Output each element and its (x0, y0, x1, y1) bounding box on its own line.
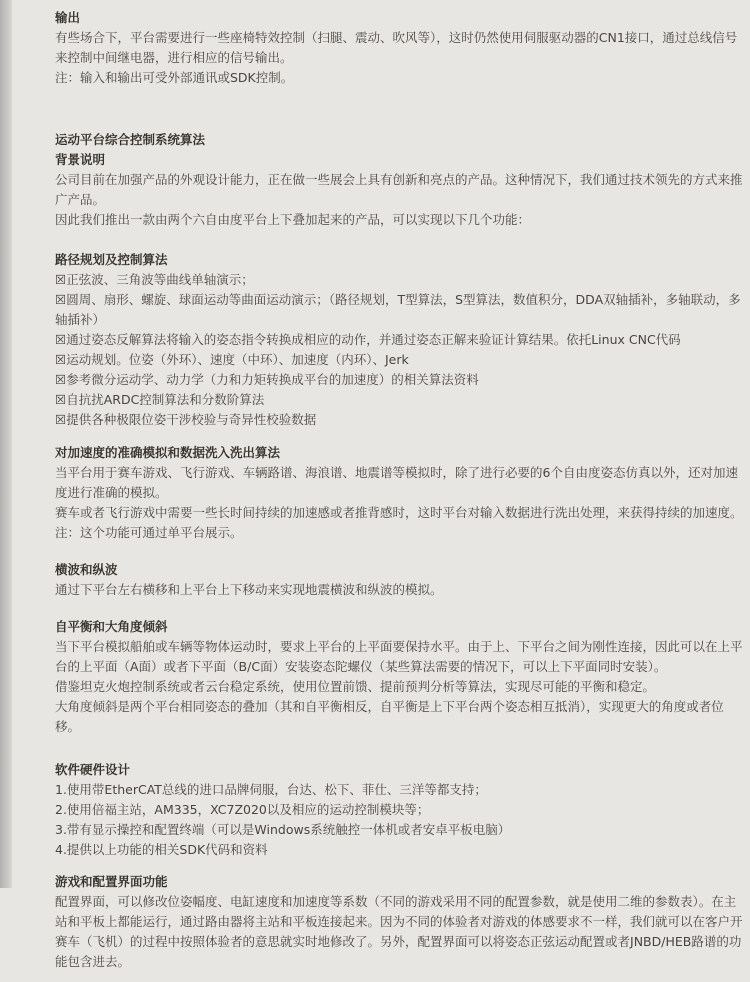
paragraph: 大角度倾斜是两个平台相同姿态的叠加（其和自平衡相反，自平衡是上下平台两个姿态相互抵消），实现更大的角度或者位移。 (55, 699, 724, 734)
bullet-item (55, 290, 745, 330)
paragraph: 配置界面，可以修改位姿幅度、电缸速度和加速度等系数（不同的游戏采用不同的配置参数，就是使用二维的参数表）。在主站和平板上都能运行，通过路由器将主站和平板连接起来。因为不同的体验者对游戏的体感要求不一样，我们就可以在客户开赛车（飞机）的过程中按照体验者的意思就实时地修改了。另外，配置界面可以将姿态正弦运动配置或者JNBD/HEB路谱的功能包含进去。 (55, 894, 743, 969)
bullet-item (55, 350, 745, 370)
section-heading: 输出 (55, 10, 81, 25)
ballot-box-x-icon: ☒ (55, 292, 67, 307)
section-self-balance-large-tilt (55, 617, 745, 737)
section-game-config-ui (55, 872, 745, 972)
bullet-text: 圆周、扇形、螺旋、球面运动等曲面运动演示；（路径规划，T型算法，S型算法，数值积分，DDA双轴插补，多轴联动，多轴插补） (55, 292, 741, 327)
numbered-item: 1.使用带EtherCAT总线的进口品牌伺服，台达、松下、菲仕、三洋等都支持； (55, 782, 487, 797)
bullet-text: 参考微分运动学、动力学（力和力矩转换成平台的加速度）的相关算法资料 (66, 372, 479, 387)
paragraph: 当平台用于赛车游戏、飞行游戏、车辆路谱、海浪谱、地震谱等模拟时，除了进行必要的6个自由度姿态仿真以外，还对加速度进行准确的模拟。 (55, 465, 738, 500)
section-software-hardware-design (55, 760, 745, 860)
section-motion-platform-system-algorithm (55, 130, 745, 230)
bullet-text: 通过姿态反解算法将输入的姿态指令转换成相应的动作，并通过姿态正解来验证计算结果。依托Linux CNC代码 (66, 332, 681, 347)
bullet-text: 提供各种极限位姿干涉校验与奇异性校验数据 (66, 412, 317, 427)
ballot-box-x-icon: ☒ (55, 352, 67, 367)
ballot-box-x-icon: ☒ (55, 412, 67, 427)
bullet-item (55, 270, 745, 290)
numbered-item: 4.提供以上功能的相关SDK代码和资料 (55, 842, 268, 857)
paragraph: 借鉴坦克火炮控制系统或者云台稳定系统，使用位置前馈、提前预判分析等算法，实现尽可能的平衡和稳定。 (55, 679, 656, 694)
section-heading: 横波和纵波 (55, 562, 118, 577)
paragraph: 赛车或者飞行游戏中需要一些长时间持续的加速感或者推背感时，这时平台对输入数据进行洗出处理，来获得持续的加速度。 (55, 505, 743, 520)
bullet-item (55, 410, 745, 430)
section-heading: 对加速度的准确模拟和数据洗入洗出算法 (55, 445, 281, 460)
ballot-box-x-icon: ☒ (55, 272, 67, 287)
section-path-planning-control-algorithm (55, 250, 745, 430)
note-paragraph: 注：这个功能可通过单平台展示。 (55, 525, 243, 540)
bullet-item (55, 390, 745, 410)
section-transverse-longitudinal-waves (55, 560, 745, 600)
paragraph: 通过下平台左右横移和上平台上下移动来实现地震横波和纵波的模拟。 (55, 582, 443, 597)
bullet-item (55, 370, 745, 390)
section-subheading: 背景说明 (55, 152, 106, 167)
section-heading: 运动平台综合控制系统算法 (55, 132, 206, 147)
section-heading: 路径规划及控制算法 (55, 252, 168, 267)
bullet-text: 运动规划。位姿（外环）、速度（中环）、加速度（内环）、Jerk (66, 352, 409, 367)
note-paragraph: 注：输入和输出可受外部通讯或SDK控制。 (55, 70, 294, 85)
paragraph: 公司目前在加强产品的外观设计能力，正在做一些展会上具有创新和亮点的产品。这种情况下，我们通过技术领先的方式来推广产品。 (55, 172, 743, 207)
numbered-item: 3.带有显示操控和配置终端（可以是Windows系统触控一体机或者安卓平板电脑） (55, 822, 511, 837)
numbered-item: 2.使用倍福主站，AM335，XC7Z020以及相应的运动控制模块等； (55, 802, 430, 817)
bullet-text: 自抗扰ARDC控制算法和分数阶算法 (66, 392, 265, 407)
section-output (55, 8, 745, 88)
paragraph: 有些场合下，平台需要进行一些座椅特效控制（扫腿、震动、吹风等），这时仍然使用伺服驱动器的CN1接口，通过总线信号来控制中间继电器，进行相应的信号输出。 (55, 30, 738, 65)
section-heading: 软件硬件设计 (55, 762, 131, 777)
section-acceleration-washout-algorithm (55, 443, 745, 543)
page-left-edge-shade (0, 0, 12, 888)
ballot-box-x-icon: ☒ (55, 392, 67, 407)
paragraph: 当下平台模拟船舶或车辆等物体运动时，要求上平台的上平面要保持水平。由于上、下平台之间为刚性连接，因此可以在上平台的上平面（A面）或者下平面（B/C面）安装姿态陀螺仪（某些算法需要的情况下，可以上下平面同时安装）。 (55, 639, 743, 674)
bullet-item (55, 330, 745, 350)
ballot-box-x-icon: ☒ (55, 372, 67, 387)
bullet-text: 正弦波、三角波等曲线单轴演示； (66, 272, 254, 287)
section-heading: 游戏和配置界面功能 (55, 874, 168, 889)
section-heading: 自平衡和大角度倾斜 (55, 619, 168, 634)
paragraph: 因此我们推出一款由两个六自由度平台上下叠加起来的产品，可以实现以下几个功能： (55, 212, 531, 227)
ballot-box-x-icon: ☒ (55, 332, 67, 347)
